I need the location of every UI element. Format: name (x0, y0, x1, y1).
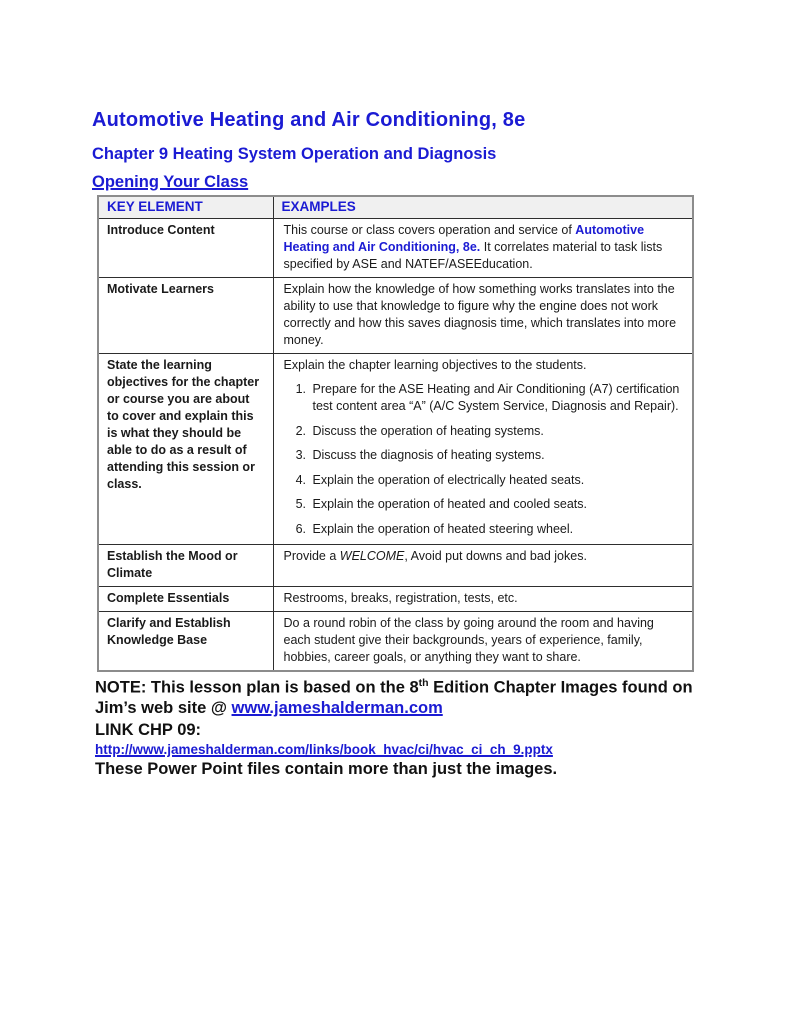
link-chapter-label: LINK CHP 09: (95, 720, 202, 739)
example-text-part: It correlates material to task lists specified by ASE and NATEF/ASEEducation. (283, 240, 663, 272)
objective-item: 1. Prepare for the ASE Heating and Air Conditioning (A7) certification test content area “A” (A/C System Service, Diagnosis and Repair). (310, 381, 683, 415)
note-text-part: Edition Chapter Images found on Jim’s web site @ (95, 678, 693, 717)
table-row-complete-essentials (98, 586, 693, 611)
example-text (273, 354, 693, 545)
objective-item: 3. Discuss the diagnosis of heating systems. (310, 447, 683, 464)
chapter-heading: Chapter 9 Heating System Operation and Diagnosis (92, 145, 497, 163)
note-paragraph (95, 677, 701, 718)
key-element-label: Introduce Content (98, 219, 273, 278)
section-heading: Opening Your Class (92, 173, 249, 191)
jameshalderman-website-link[interactable]: www.jameshalderman.com (231, 698, 443, 717)
key-element-label: Motivate Learners (98, 278, 273, 354)
example-text (273, 544, 693, 586)
example-text-part: This course or class covers operation and service of (283, 223, 576, 238)
example-text: Explain how the knowledge of how something works translates into the ability to use that knowledge to figure why the engine does not work correctly and how this saves diagnosis time, which translates into more money. (273, 278, 693, 354)
key-element-label: Clarify and Establish Knowledge Base (98, 611, 273, 671)
table-row-learning-objectives (98, 354, 693, 545)
book-title-highlight: Automotive Heating and Air Conditioning, 8e. (283, 223, 645, 255)
table-row-clarify-knowledge (98, 611, 693, 671)
column-header-key-element: KEY ELEMENT (98, 196, 273, 219)
table-row-introduce-content (98, 219, 693, 278)
ordinal-superscript: th (418, 676, 429, 689)
closing-statement: These Power Point files contain more than just the images. (95, 759, 558, 778)
objectives-list (284, 381, 683, 538)
example-text-part: Provide a (283, 548, 340, 563)
example-text: Do a round robin of the class by going around the room and having each student give their backgrounds, years of experience, family, hobbies, career goals, or anything they want to share. (273, 611, 693, 671)
key-element-label: Establish the Mood or Climate (98, 544, 273, 586)
example-text (273, 219, 693, 278)
key-element-label: State the learning objectives for the chapter or course you are about to cover and explain this is what they should be able to do as a result of attending this session or class. (98, 354, 273, 545)
objective-item: 5. Explain the operation of heated and cooled seats. (310, 496, 683, 513)
example-text: Restrooms, breaks, registration, tests, etc. (273, 586, 693, 611)
objective-item: 4. Explain the operation of electrically heated seats. (310, 472, 683, 489)
objective-item: 6. Explain the operation of heated steering wheel. (310, 521, 683, 538)
lesson-plan-table (97, 195, 694, 672)
objective-item: 2. Discuss the operation of heating systems. (310, 423, 683, 440)
table-row-establish-mood (98, 544, 693, 586)
table-header-row (98, 196, 693, 219)
document-title: Automotive Heating and Air Conditioning, 8e (92, 109, 526, 131)
objectives-intro: Explain the chapter learning objectives to the students. (283, 358, 587, 373)
chapter-pptx-link[interactable]: http://www.jameshalderman.com/links/book_hvac/ci/hvac_ci_ch_9.pptx (95, 741, 553, 757)
note-text-part: NOTE: This lesson plan is based on the 8 (95, 678, 419, 697)
column-header-examples: EXAMPLES (273, 196, 693, 219)
table-row-motivate-learners (98, 278, 693, 354)
footer-notes (95, 677, 731, 779)
chapter-pptx-link-line (95, 742, 731, 757)
welcome-emphasis: WELCOME (339, 548, 405, 563)
example-text-part: , Avoid put downs and bad jokes. (404, 548, 587, 563)
key-element-label: Complete Essentials (98, 586, 273, 611)
